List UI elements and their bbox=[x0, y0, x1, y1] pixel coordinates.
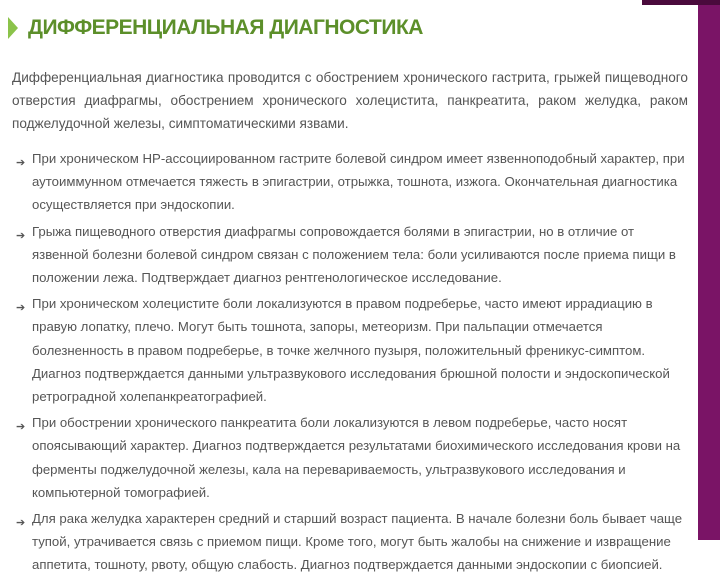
slide-content bbox=[6, 10, 694, 580]
side-accent-stripe bbox=[698, 0, 720, 540]
list-item bbox=[6, 292, 694, 408]
list-item bbox=[6, 507, 694, 577]
list-item-text: При хроническом HP-ассоциированном гастрите болевой синдром имеет язвенноподобный характер, при аутоиммунном отмечается тяжесть в эпигастрии, отрыжка, тошнота, изжога. Окончательная диагностика осуществляется при эндоскопии. bbox=[32, 151, 685, 213]
arrow-bullet-icon: ➔ bbox=[16, 302, 26, 315]
list-item bbox=[6, 220, 694, 290]
arrow-bullet-icon: ➔ bbox=[16, 157, 26, 169]
green-arrow-icon bbox=[8, 17, 18, 39]
list-item-text: При хроническом холецистите боли локализуются в правом подреберье, часто имеют иррадиацию в правую лопатку, плечо. Могут быть тошнота, запоры, метеоризм. При пальпации отмечается болезненность в правом подреберье, в точке желчного пузыря, положительный френикус-симптом. Диагноз подтверждается данными ультразвукового исследования брюшной полости и эндоскопической ретроградной холепанкреатографией. bbox=[32, 296, 670, 405]
list-item-text: При обострении хронического панкреатита боли локализуются в левом подреберье, часто носят опоясывающий характер. Диагноз подтверждается результатами биохимического исследования крови на ферменты поджелудочной железы, кала на перевариваемость, ультразвукового исследования и компьютерной томографией. bbox=[32, 415, 681, 500]
arrow-bullet-icon: ➔ bbox=[16, 517, 26, 530]
page-title: ДИФФЕРЕНЦИАЛЬНАЯ ДИАГНОСТИКА bbox=[28, 16, 423, 39]
list-item bbox=[6, 147, 694, 217]
slide-heading bbox=[6, 10, 694, 46]
arrow-bullet-icon: ➔ bbox=[16, 421, 26, 434]
intro-paragraph: Дифференциальная диагностика проводится с обострением хронического гастрита, грыжей пищеводного отверстия диафрагмы, обострением хронического холецистита, панкреатита, раком желудка, раком поджелудочной железы, симптоматическими язвами. bbox=[12, 70, 688, 131]
arrow-bullet-icon: ➔ bbox=[16, 229, 26, 242]
diagnosis-list bbox=[6, 147, 694, 577]
list-item bbox=[6, 411, 694, 504]
list-item-text: Для рака желудка характерен средний и старший возраст пациента. В начале болезни боль бывает чаще тупой, утрачивается связь с приемом пищи. Кроме того, могут быть жалобы на снижение и извращение аппетита, тошноту, рвоту, общую слабость. Диагноз подтверждается данными эндоскопии с биопсией. bbox=[32, 511, 683, 573]
list-item-text: Грыжа пищеводного отверстия диафрагмы сопровождается болями в эпигастрии, но в отличие от язвенной болезни болевой синдром связан с положением тела: боли усиливаются после приема пищи в положении лежа. Подтверждает диагноз рентгенологическое исследование. bbox=[32, 223, 676, 286]
top-accent-stripe bbox=[642, 0, 720, 5]
